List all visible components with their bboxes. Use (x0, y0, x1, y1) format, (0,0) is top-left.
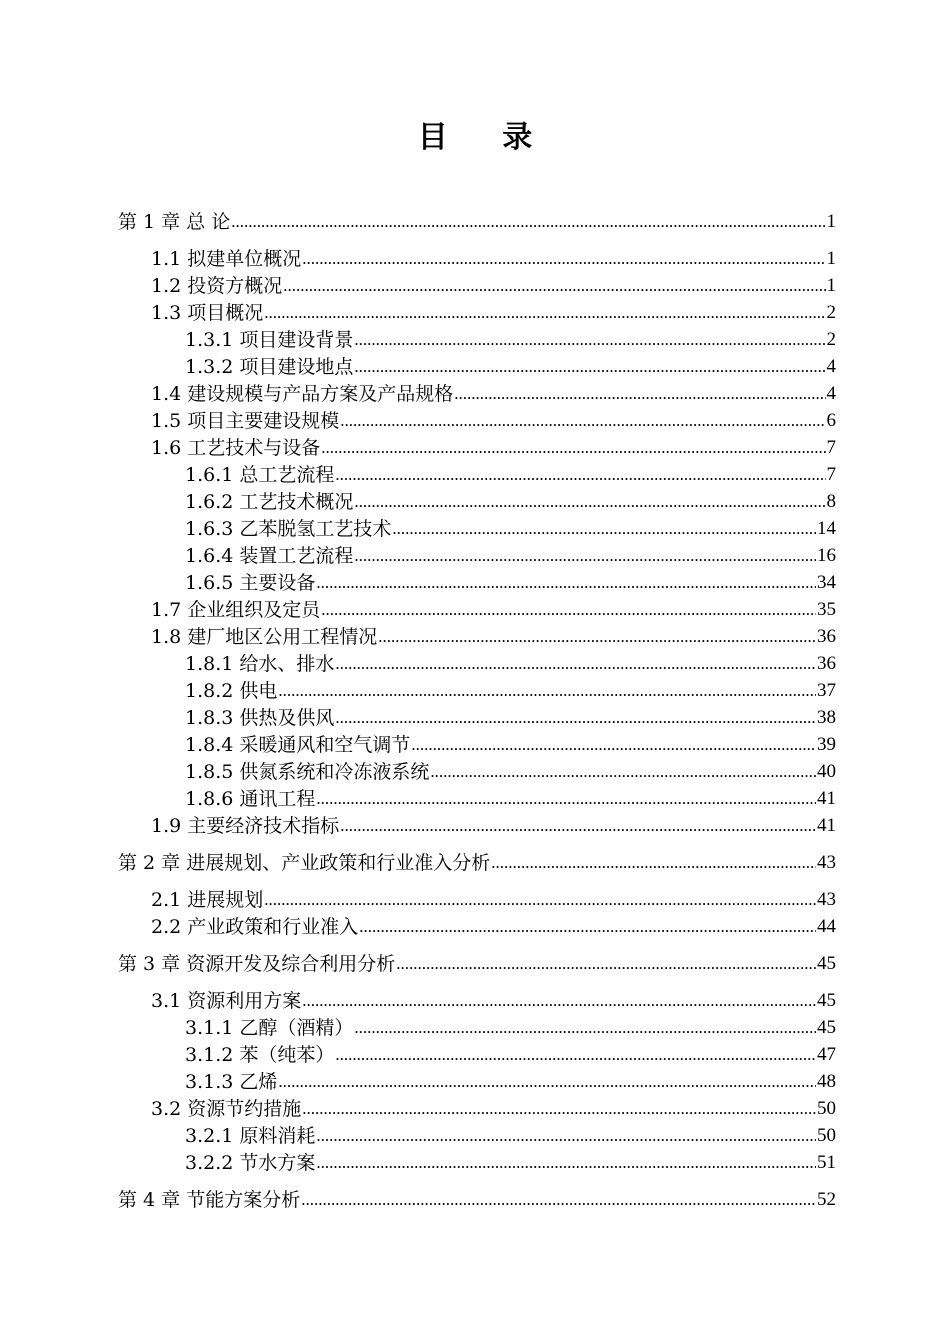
toc-dot-leader (335, 464, 825, 486)
toc-entry[interactable] (151, 1093, 836, 1120)
toc-entry-label: 3.1.2 苯（纯苯） (185, 1044, 335, 1066)
toc-entry-page-number: 1 (826, 248, 836, 269)
toc-dot-leader (335, 707, 816, 729)
toc-entry-page-number: 6 (826, 410, 836, 431)
toc-dot-leader (302, 248, 825, 270)
toc-entry-page-number: 14 (817, 518, 836, 539)
toc-entry-label: 2.2 产业政策和行业准入 (151, 916, 359, 938)
toc-entry-label: 1.9 主要经济技术指标 (151, 815, 340, 837)
toc-entry-page-number: 43 (817, 852, 836, 873)
toc-entry-page-number: 45 (817, 953, 836, 974)
toc-dot-leader (411, 734, 816, 756)
toc-dot-leader (491, 852, 816, 874)
toc-entry-label: 1.1 拟建单位概况 (151, 248, 302, 270)
toc-entry-page-number: 36 (817, 626, 836, 647)
toc-entry-page-number: 47 (817, 1044, 836, 1065)
toc-entry-page-number: 45 (817, 1017, 836, 1038)
toc-dot-leader (321, 437, 825, 459)
toc-entry-label: 1.3.2 项目建设地点 (185, 356, 354, 378)
toc-entry[interactable] (185, 1120, 836, 1147)
toc-entry-label: 3.2.1 原料消耗 (185, 1125, 316, 1147)
toc-dot-leader (359, 916, 816, 938)
toc-entry-label: 1.6.1 总工艺流程 (185, 464, 335, 486)
toc-dot-leader (316, 1152, 816, 1174)
toc-dot-leader (354, 491, 825, 513)
toc-entry-label: 1.8.2 供电 (185, 680, 278, 702)
toc-entry-label: 2.1 进展规划 (151, 889, 264, 911)
toc-entry-label: 1.8.1 给水、排水 (185, 653, 335, 675)
toc-entry-page-number: 48 (817, 1071, 836, 1092)
toc-entry[interactable] (151, 884, 836, 911)
toc-entry-page-number: 44 (817, 916, 836, 937)
toc-entry[interactable] (151, 405, 836, 432)
toc-entry[interactable] (185, 702, 836, 729)
toc-entry-page-number: 51 (817, 1152, 836, 1173)
toc-entry-label: 第 1 章 总 论 (118, 211, 231, 233)
toc-entry-label: 3.2.2 节水方案 (185, 1152, 316, 1174)
toc-entry-label: 第 2 章 进展规划、产业政策和行业准入分析 (118, 852, 491, 874)
toc-entry[interactable] (185, 1012, 836, 1039)
toc-entry-page-number: 39 (817, 734, 836, 755)
toc-entry-page-number: 43 (817, 889, 836, 910)
toc-dot-leader (354, 356, 825, 378)
toc-entry-page-number: 52 (817, 1189, 836, 1210)
toc-entry-page-number: 16 (817, 545, 836, 566)
toc-entry[interactable] (185, 567, 836, 594)
toc-entry[interactable] (185, 756, 836, 783)
toc-dot-leader (316, 788, 816, 810)
toc-dot-leader (283, 275, 825, 297)
toc-dot-leader (335, 1044, 816, 1066)
toc-entry-label: 1.8 建厂地区公用工程情况 (151, 626, 378, 648)
toc-entry-page-number: 41 (817, 788, 836, 809)
toc-entry[interactable] (118, 948, 836, 975)
toc-entry-label: 1.8.5 供氮系统和冷冻液系统 (185, 761, 430, 783)
toc-dot-leader (278, 680, 816, 702)
toc-entry-label: 1.3.1 项目建设背景 (185, 329, 354, 351)
toc-entry-label: 1.6 工艺技术与设备 (151, 437, 321, 459)
toc-entry-label: 3.2 资源节约措施 (151, 1098, 302, 1120)
toc-entry[interactable] (185, 486, 836, 513)
toc-entry[interactable] (151, 243, 836, 270)
toc-dot-leader (264, 302, 825, 324)
toc-entry-page-number: 2 (826, 302, 836, 323)
toc-entry[interactable] (185, 648, 836, 675)
toc-entry-page-number: 7 (826, 464, 836, 485)
toc-dot-leader (340, 410, 825, 432)
toc-entry[interactable] (151, 297, 836, 324)
toc-entry[interactable] (185, 1039, 836, 1066)
toc-entry[interactable] (151, 378, 836, 405)
toc-entry[interactable] (185, 729, 836, 756)
toc-entry-page-number: 37 (817, 680, 836, 701)
toc-entry-label: 1.6.3 乙苯脱氢工艺技术 (185, 518, 392, 540)
toc-entry-label: 1.7 企业组织及定员 (151, 599, 321, 621)
toc-entry[interactable] (185, 675, 836, 702)
toc-entry-label: 3.1.1 乙醇（酒精） (185, 1017, 354, 1039)
toc-dot-leader (354, 545, 816, 567)
toc-entry-label: 3.1.3 乙烯 (185, 1071, 278, 1093)
toc-entry-label: 1.2 投资方概况 (151, 275, 283, 297)
toc-entry[interactable] (185, 459, 836, 486)
toc-entry-label: 第 3 章 资源开发及综合利用分析 (118, 953, 396, 975)
toc-entry-label: 1.4 建设规模与产品方案及产品规格 (151, 383, 454, 405)
toc-dot-leader (321, 599, 816, 621)
toc-entry-page-number: 1 (826, 275, 836, 296)
toc-entry[interactable] (185, 540, 836, 567)
toc-entry[interactable] (151, 911, 836, 938)
toc-entry[interactable] (118, 1184, 836, 1211)
toc-entry-page-number: 4 (826, 356, 836, 377)
toc-entry[interactable] (151, 594, 836, 621)
toc-entry-label: 1.8.6 通讯工程 (185, 788, 316, 810)
toc-entry-label: 1.5 项目主要建设规模 (151, 410, 340, 432)
toc-entry[interactable] (151, 270, 836, 297)
toc-dot-leader (354, 329, 825, 351)
toc-entry[interactable] (185, 324, 836, 351)
toc-entry-label: 1.3 项目概况 (151, 302, 264, 324)
toc-entry-page-number: 41 (817, 815, 836, 836)
toc-entry-page-number: 35 (817, 599, 836, 620)
toc-entry-label: 3.1 资源利用方案 (151, 990, 302, 1012)
toc-entry-page-number: 50 (817, 1098, 836, 1119)
toc-entry-label: 1.6.4 装置工艺流程 (185, 545, 354, 567)
toc-title: 目 录 (417, 120, 555, 155)
toc-entry-label: 1.6.2 工艺技术概况 (185, 491, 354, 513)
toc-entry-page-number: 7 (826, 437, 836, 458)
toc-dot-leader (316, 572, 816, 594)
toc-entry-page-number: 34 (817, 572, 836, 593)
toc-entry-page-number: 50 (817, 1125, 836, 1146)
toc-dot-leader (430, 761, 816, 783)
toc-dot-leader (396, 953, 816, 975)
toc-dot-leader (340, 815, 816, 837)
toc-entry-page-number: 36 (817, 653, 836, 674)
toc-dot-leader (231, 211, 825, 233)
toc-entry-page-number: 38 (817, 707, 836, 728)
toc-entry-page-number: 4 (826, 383, 836, 404)
toc-entry-page-number: 8 (826, 491, 836, 512)
toc-entry-page-number: 1 (826, 211, 836, 232)
toc-entry-label: 1.6.5 主要设备 (185, 572, 316, 594)
toc-dot-leader (278, 1071, 816, 1093)
toc-dot-leader (354, 1017, 816, 1039)
toc-entry[interactable] (151, 621, 836, 648)
toc-entry[interactable] (118, 847, 836, 874)
toc-dot-leader (302, 1098, 816, 1120)
toc-dot-leader (454, 383, 825, 405)
toc-dot-leader (378, 626, 816, 648)
toc-entry-label: 第 4 章 节能方案分析 (118, 1189, 301, 1211)
toc-entry[interactable] (185, 1147, 836, 1174)
toc-entry[interactable] (151, 432, 836, 459)
toc-entry-page-number: 2 (826, 329, 836, 350)
toc-entry[interactable] (185, 783, 836, 810)
toc-entry[interactable] (118, 206, 836, 233)
toc-dot-leader (301, 1189, 816, 1211)
toc-dot-leader (392, 518, 816, 540)
toc-entry-label: 1.8.3 供热及供风 (185, 707, 335, 729)
toc-entry[interactable] (151, 985, 836, 1012)
toc-entry[interactable] (151, 810, 836, 837)
toc-dot-leader (302, 990, 816, 1012)
toc-entry[interactable] (185, 1066, 836, 1093)
toc-entry-label: 1.8.4 采暖通风和空气调节 (185, 734, 411, 756)
toc-dot-leader (335, 653, 816, 675)
toc-entry-page-number: 40 (817, 761, 836, 782)
toc-dot-leader (264, 889, 816, 911)
toc-entry-page-number: 45 (817, 990, 836, 1011)
toc-dot-leader (316, 1125, 816, 1147)
toc-entry[interactable] (185, 513, 836, 540)
toc-entry[interactable] (185, 351, 836, 378)
